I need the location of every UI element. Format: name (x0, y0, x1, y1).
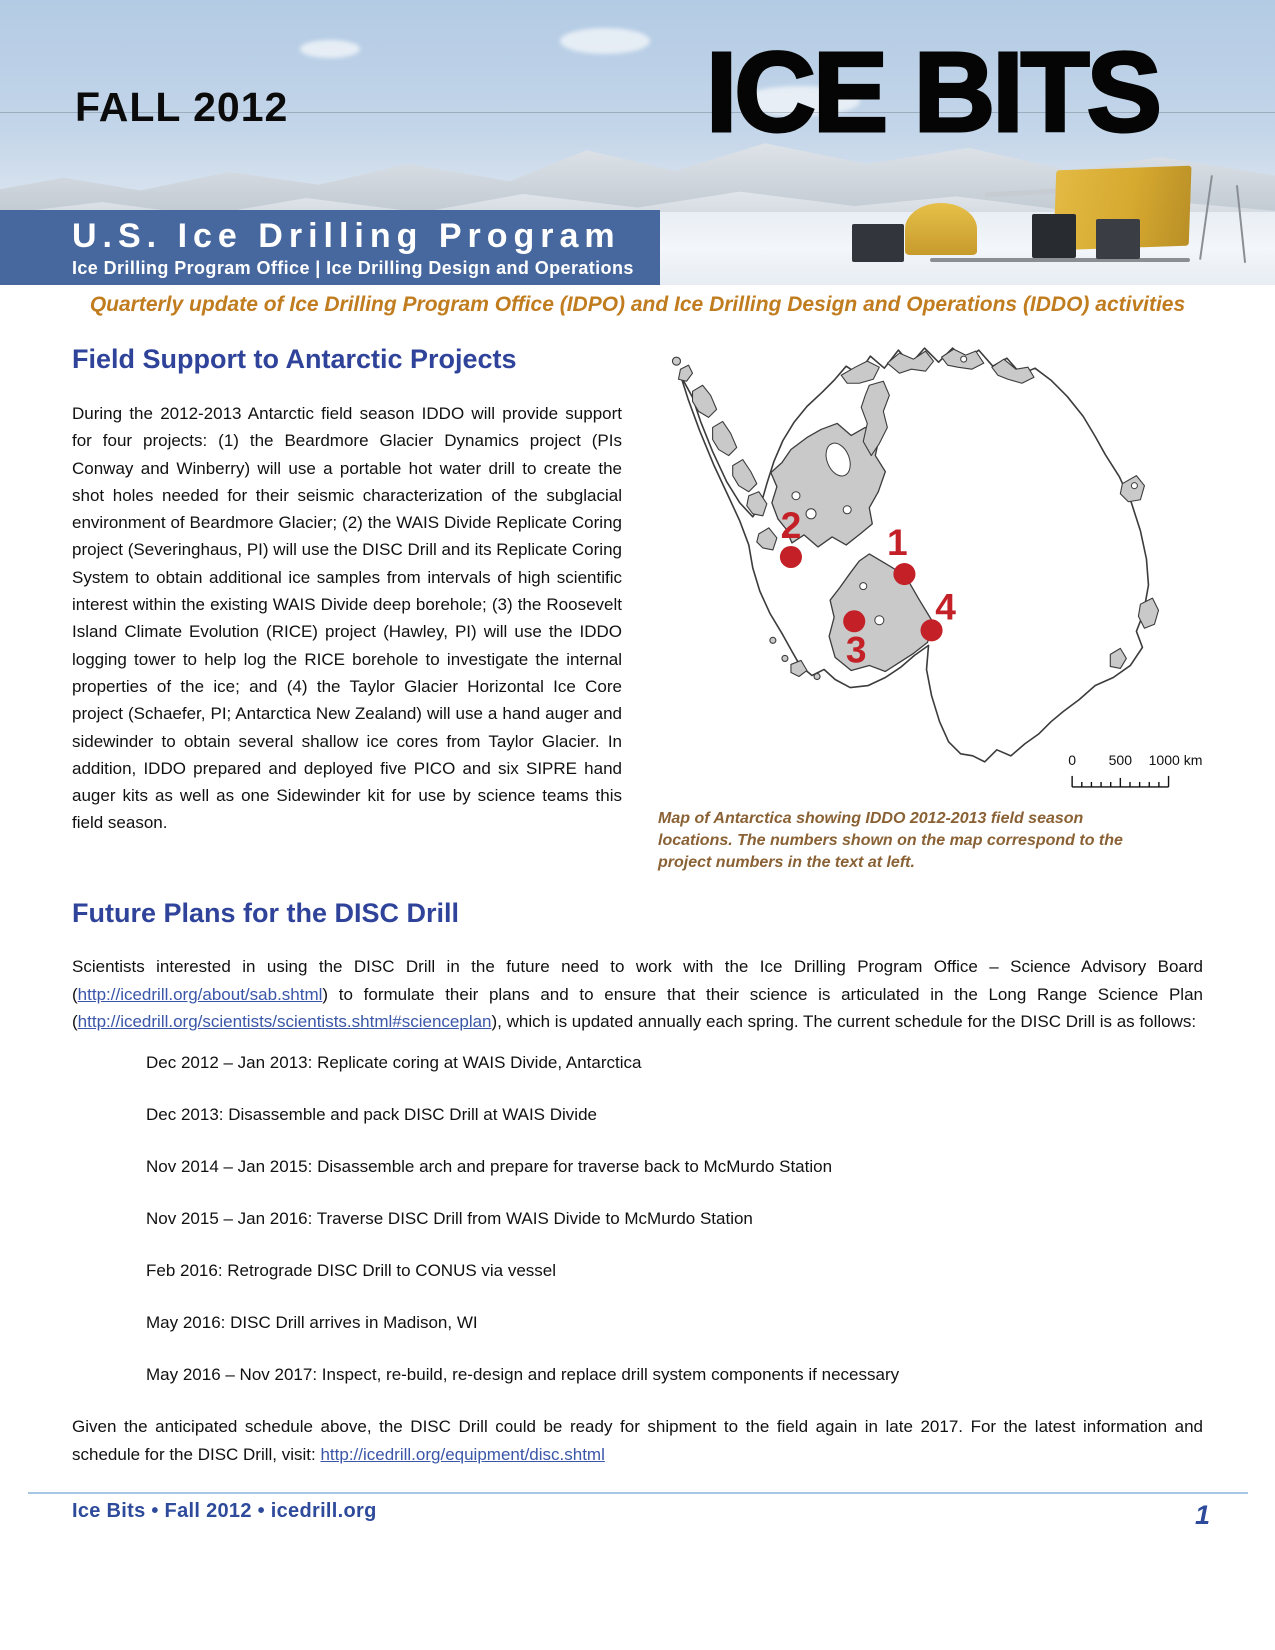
page-number: 1 (1194, 1500, 1210, 1530)
marker-label-4: 4 (935, 585, 956, 628)
equipment-crate (1096, 219, 1140, 259)
shelf-hole (806, 509, 816, 519)
intro-text-3: ), which is updated annually each spring. The current schedule for the DISC Drill is as follows: (491, 1012, 1197, 1031)
marker-label-2: 2 (780, 503, 802, 546)
map-column (640, 317, 1203, 874)
shelf-hole (1131, 483, 1137, 489)
field-support-body: During the 2012-2013 Antarctic field season IDDO will provide support for four projects: (1) the Beardmore Glacier Dynamics project (PIs Conway and Winberry) will use a portable hot water drill to create the shot holes needed for their seismic characterization of the subglacial environment of Beardmore Glacier; (2) the WAIS Divide Replicate Coring project (Severinghaus, PI) will use the DISC Drill and its Replicate Coring System to obtain additional ice samples from intervals of high scientific interest within the existing WAIS Divide deep borehole; (3) the Roosevelt Island Climate Evolution (RICE) project (Hawley, PI) will use the IDDO logging tower to help log the RICE borehole to investigate the internal properties of the ice; and (4) the Taylor Glacier Horizontal Ice Core project (Schaefer, PI; Antarctica New Zealand) will use a hand auger and sidewinder to obtain several shallow ice cores from Taylor Glacier. In addition, IDDO prepared and deployed five PICO and six SIPRE hand auger kits as well as one Sidewinder kit for use by science teams this field season. (72, 404, 622, 833)
continent-outline (680, 348, 1148, 762)
intro-text-1: Scientists interested in using the DISC Drill in the future need to work with the Ice Drilling Program Office – Science Advisory Board ( (72, 957, 1203, 1004)
schedule-item: May 2016: DISC Drill arrives in Madison, WI (146, 1312, 478, 1332)
field-support-column (72, 317, 622, 874)
program-subtitle: Ice Drilling Program Office | Ice Drilling Design and Operations (72, 258, 634, 278)
scale-1000km: 1000 km (1148, 751, 1203, 768)
section-heading-field-support: Field Support to Antarctic Projects (72, 344, 517, 374)
link-disc[interactable]: http://icedrill.org/equipment/disc.shtml (320, 1444, 605, 1464)
yellow-tent (905, 203, 977, 255)
disc-drill-schedule (72, 1049, 1203, 1388)
marker-dot-1 (893, 563, 915, 585)
intro-text-2: ) to formulate their plans and to ensure that their science is articulated in the Long Range Science Plan ( (72, 984, 1203, 1031)
footer-divider (28, 1492, 1248, 1494)
closing-paragraph (72, 1413, 1203, 1469)
antarctica-map-svg (640, 323, 1203, 795)
shelf-hole (961, 356, 967, 362)
link-sab[interactable]: http://icedrill.org/about/sab.shtml (77, 984, 323, 1004)
sled (930, 258, 1190, 262)
equipment-crate (852, 224, 904, 262)
schedule-item: Dec 2013: Disassemble and pack DISC Drill at WAIS Divide (146, 1104, 597, 1124)
future-plans-intro (72, 953, 1203, 1036)
shelf-hole (875, 616, 884, 625)
marker-label-3: 3 (845, 628, 867, 671)
schedule-item: May 2016 – Nov 2017: Inspect, re-build, re-design and replace drill system components if necessary (146, 1364, 900, 1384)
content (0, 317, 1275, 1469)
schedule-item: Nov 2015 – Jan 2016: Traverse DISC Drill from WAIS Divide to McMurdo Station (146, 1208, 753, 1228)
program-title: U.S. Ice Drilling Program (72, 217, 621, 255)
equipment-crate (1032, 214, 1076, 258)
cloud (560, 28, 650, 54)
schedule-item: Dec 2012 – Jan 2013: Replicate coring at WAIS Divide, Antarctica (146, 1052, 642, 1072)
scale-500: 500 (1108, 751, 1133, 768)
program-banner (0, 210, 660, 285)
marker-dot-2 (780, 546, 802, 568)
scale-zero: 0 (1068, 751, 1077, 768)
tagline: Quarterly update of Ice Drilling Program Office (IDPO) and Ice Drilling Design and Operations (IDDO) activities (89, 293, 1186, 316)
footer (72, 1500, 1212, 1531)
marker-label-1: 1 (887, 520, 908, 563)
scale-ruler (1072, 776, 1168, 787)
issue-date: FALL 2012 (75, 84, 289, 130)
banner-photo (0, 0, 1275, 285)
schedule-item: Feb 2016: Retrograde DISC Drill to CONUS via vessel (146, 1260, 557, 1280)
shelf-hole (860, 583, 867, 590)
antarctica-map (640, 323, 1203, 800)
shelf-hole (843, 506, 851, 514)
section-heading-future-plans: Future Plans for the DISC Drill (72, 898, 460, 928)
map-scale-bar (1068, 752, 1202, 787)
newsletter-title: ICE BITS (705, 29, 1159, 155)
shelf-hole (792, 492, 800, 500)
footer-text: Ice Bits • Fall 2012 • icedrill.org (72, 1500, 377, 1522)
schedule-item: Nov 2014 – Jan 2015: Disassemble arch and prepare for traverse back to McMurdo Station (146, 1156, 833, 1176)
cloud (300, 40, 360, 58)
map-caption: Map of Antarctica showing IDDO 2012-2013 field season locations. The numbers shown on the map correspond to the project numbers in the text at left. (658, 810, 1123, 871)
link-scienceplan[interactable]: http://icedrill.org/scientists/scientists.shtml#scienceplan (77, 1012, 492, 1031)
closing-text: Given the anticipated schedule above, the DISC Drill could be ready for shipment to the field again in late 2017. For the latest information and schedule for the DISC Drill, visit: (72, 1416, 1203, 1464)
